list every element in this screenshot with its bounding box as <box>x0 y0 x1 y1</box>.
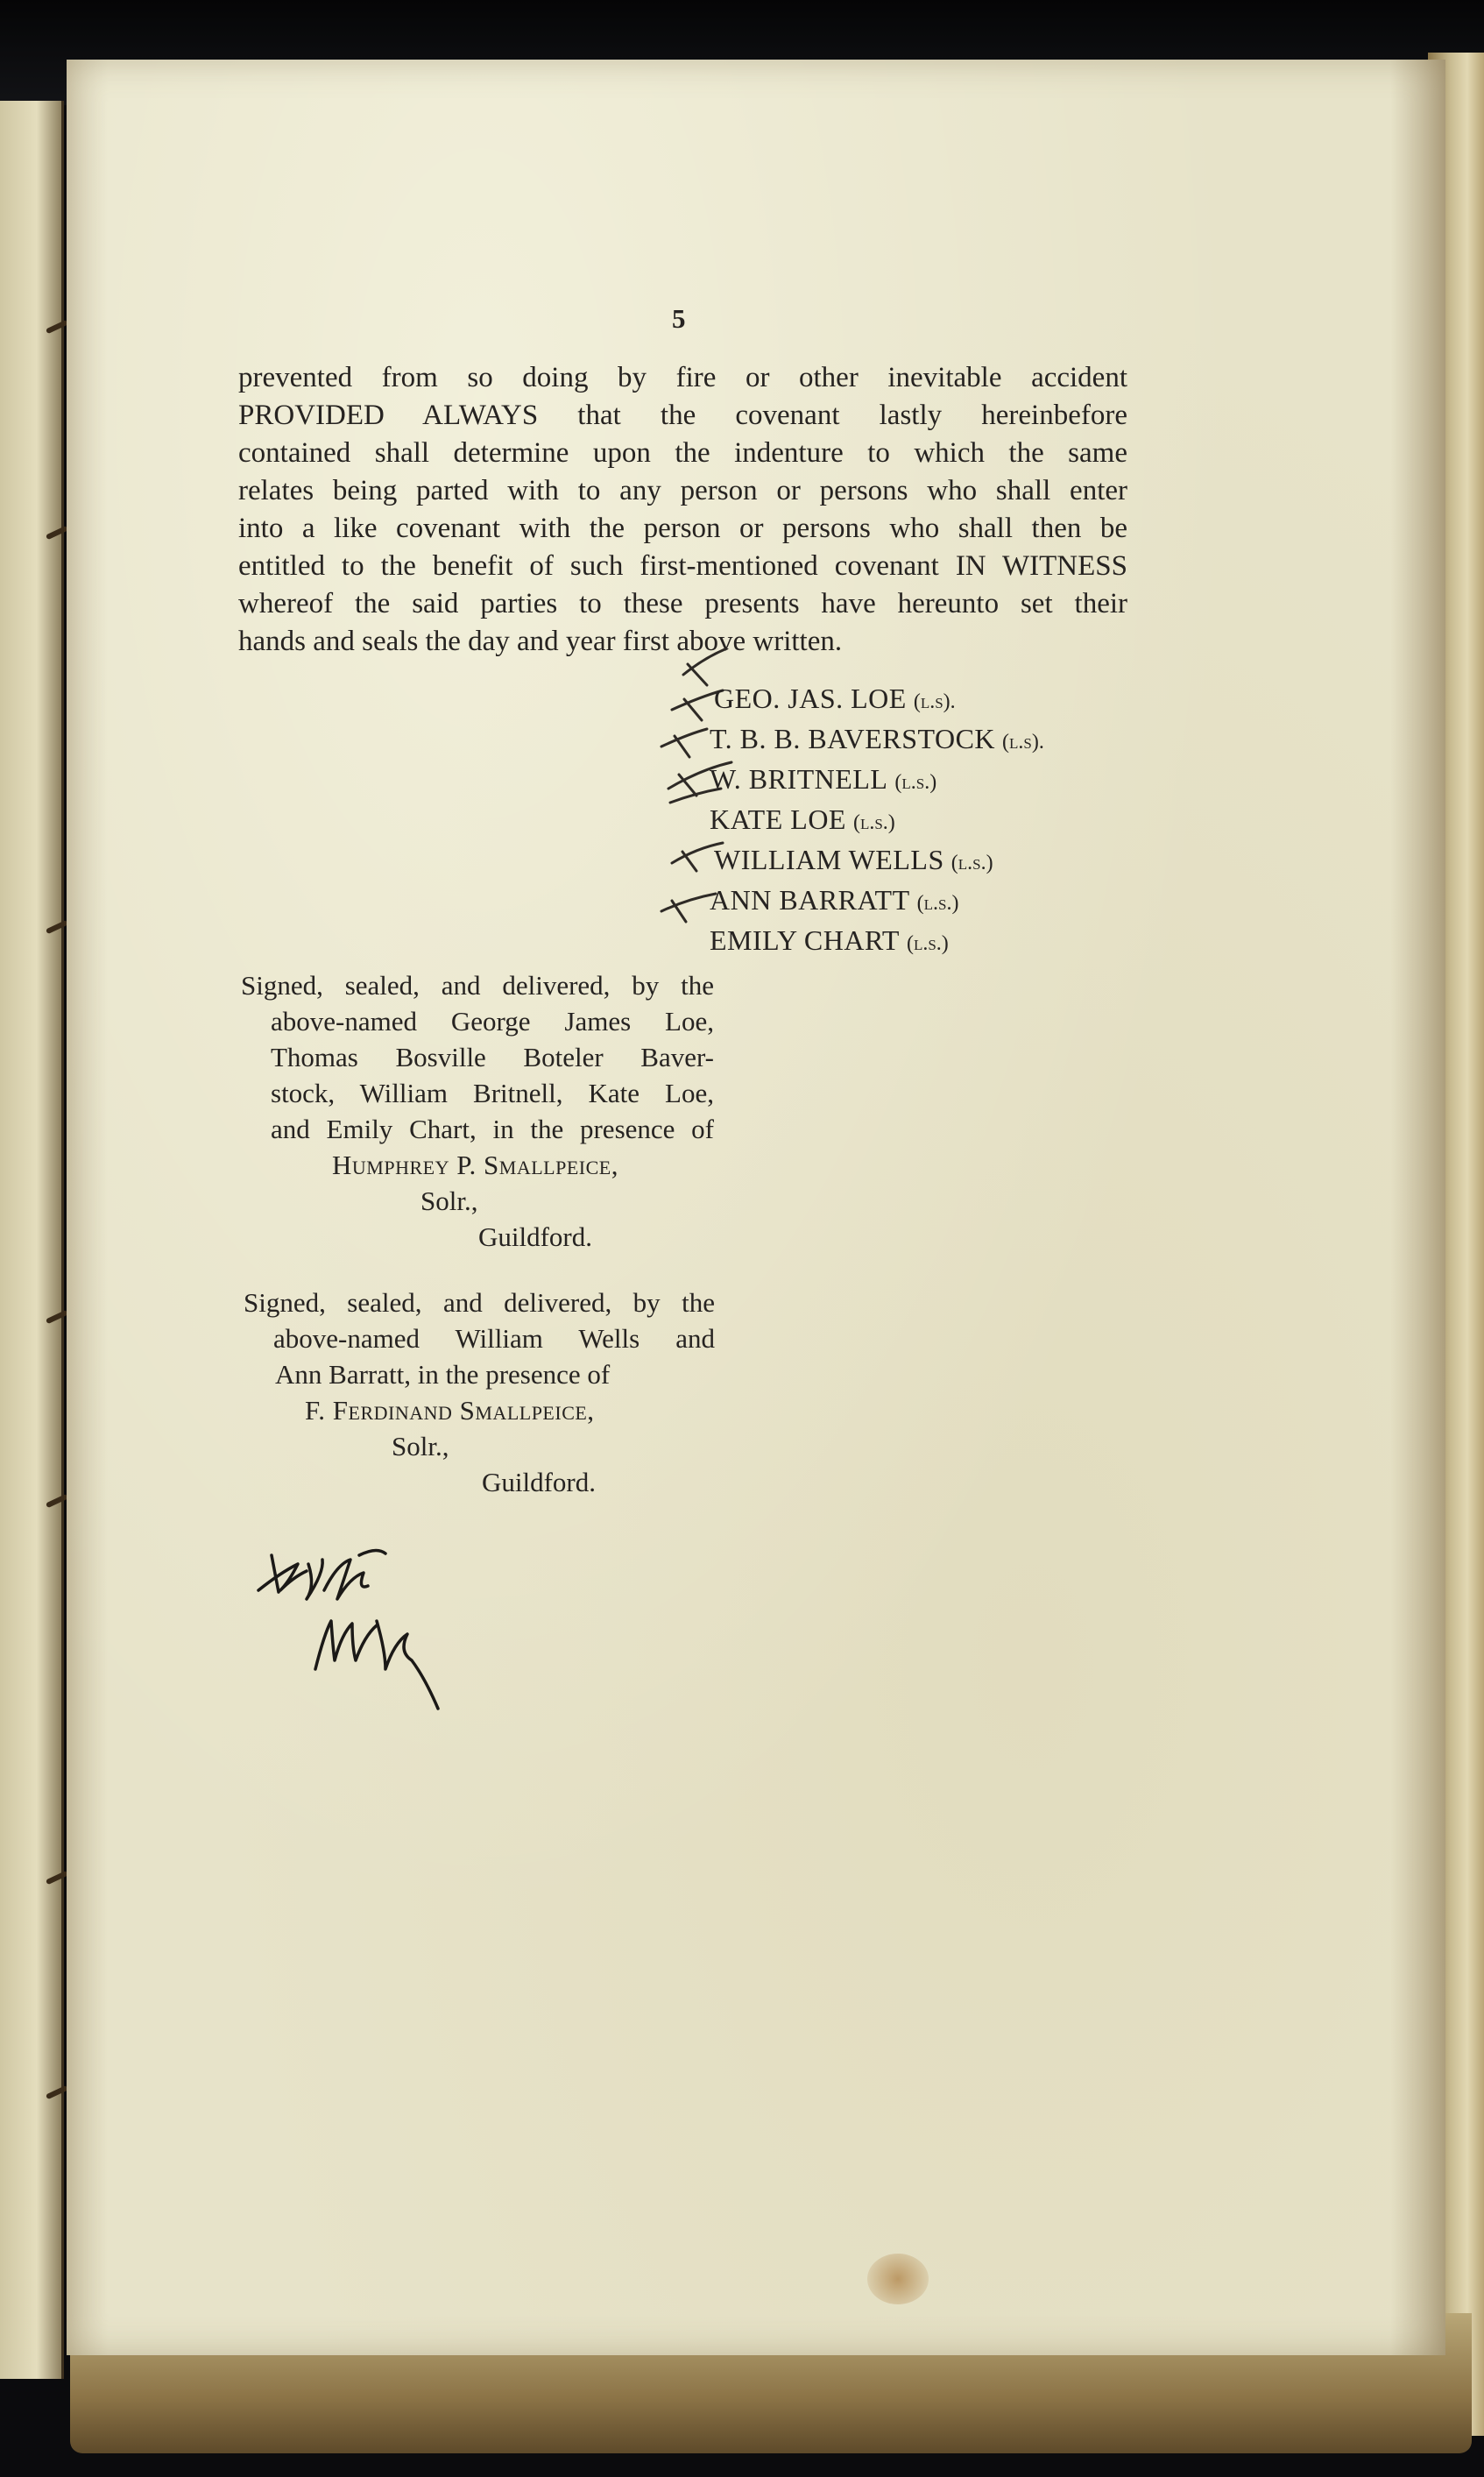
attestation-line: and Emily Chart, in the presence of <box>271 1114 714 1144</box>
body-line: contained shall determine upon the indenture to which the same <box>238 437 1127 469</box>
page-number: 5 <box>672 303 686 334</box>
attestation-clause-2 <box>244 1285 715 1500</box>
signatory-name: T. B. B. BAVERSTOCK <box>710 723 996 754</box>
witness-place: Guildford. <box>482 1467 597 1497</box>
attestation-line: above-named William Wells and <box>273 1323 715 1354</box>
attestation-clause-1 <box>241 967 714 1255</box>
witness-title: Solr., <box>392 1431 449 1461</box>
signatory-line <box>710 801 1044 841</box>
attestation-line: Thomas Bosville Boteler Baver- <box>271 1042 714 1072</box>
signatory-line <box>710 720 1044 761</box>
signatory-name: ANN BARRATT <box>710 884 910 916</box>
attestation-line: Signed, sealed, and delivered, by the <box>241 970 714 1001</box>
seal-mark: (l.s.) <box>916 892 959 915</box>
signatory-line <box>714 841 1044 881</box>
attestation-line: Signed, sealed, and delivered, by the <box>244 1287 715 1318</box>
body-line: whereof the said parties to these presents have hereunto set their <box>238 588 1127 619</box>
body-line: entitled to the benefit of such first-mentioned covenant IN WITNESS <box>238 550 1127 582</box>
attestation-line: stock, William Britnell, Kate Loe, <box>271 1078 714 1108</box>
witness-name: Humphrey P. Smallpeice, <box>332 1150 618 1180</box>
paper-stain <box>867 2254 929 2304</box>
seal-mark: (l.s). <box>913 690 956 713</box>
signatory-line <box>714 680 1044 720</box>
signatory-name: GEO. JAS. LOE <box>714 683 907 714</box>
signatory-name: WILLIAM WELLS <box>714 844 944 875</box>
signatory-name: W. BRITNELL <box>710 763 888 795</box>
binding-stitch <box>46 920 68 934</box>
binding-stitch <box>46 2085 68 2099</box>
previous-page-edge <box>0 101 64 2379</box>
signatory-line <box>710 922 1044 962</box>
binding-stitch <box>46 1310 68 1324</box>
body-paragraph <box>238 359 1127 661</box>
binding-stitch <box>46 1494 68 1508</box>
binding-stitch <box>46 1871 68 1885</box>
body-line: relates being parted with to any person or persons who shall enter <box>238 475 1127 506</box>
attestation-line: Ann Barratt, in the presence of <box>275 1359 611 1390</box>
seal-mark: (l.s.) <box>906 932 949 955</box>
signatory-line <box>710 761 1044 801</box>
seal-mark: (l.s). <box>1002 731 1044 754</box>
signatory-line <box>710 881 1044 922</box>
binding-stitch <box>46 526 68 540</box>
handwritten-initials <box>254 1538 464 1713</box>
seal-mark: (l.s.) <box>950 852 993 874</box>
body-line: PROVIDED ALWAYS that the covenant lastly hereinbefore <box>238 400 1127 431</box>
witness-title: Solr., <box>420 1185 478 1216</box>
attestation-line: above-named George James Loe, <box>271 1006 714 1037</box>
body-line: into a like covenant with the person or persons who shall then be <box>238 513 1127 544</box>
seal-mark: (l.s.) <box>852 811 895 834</box>
witness-name: F. Ferdinand Smallpeice, <box>305 1395 595 1426</box>
signatory-name: KATE LOE <box>710 803 846 835</box>
signatory-list <box>710 680 1044 962</box>
signatory-name: EMILY CHART <box>710 924 900 956</box>
seal-mark: (l.s.) <box>894 771 937 794</box>
body-line: hands and seals the day and year first above written. <box>238 626 843 657</box>
binding-stitch <box>46 320 68 334</box>
witness-place: Guildford. <box>478 1221 593 1252</box>
body-line: prevented from so doing by fire or other inevitable accident <box>238 362 1127 393</box>
